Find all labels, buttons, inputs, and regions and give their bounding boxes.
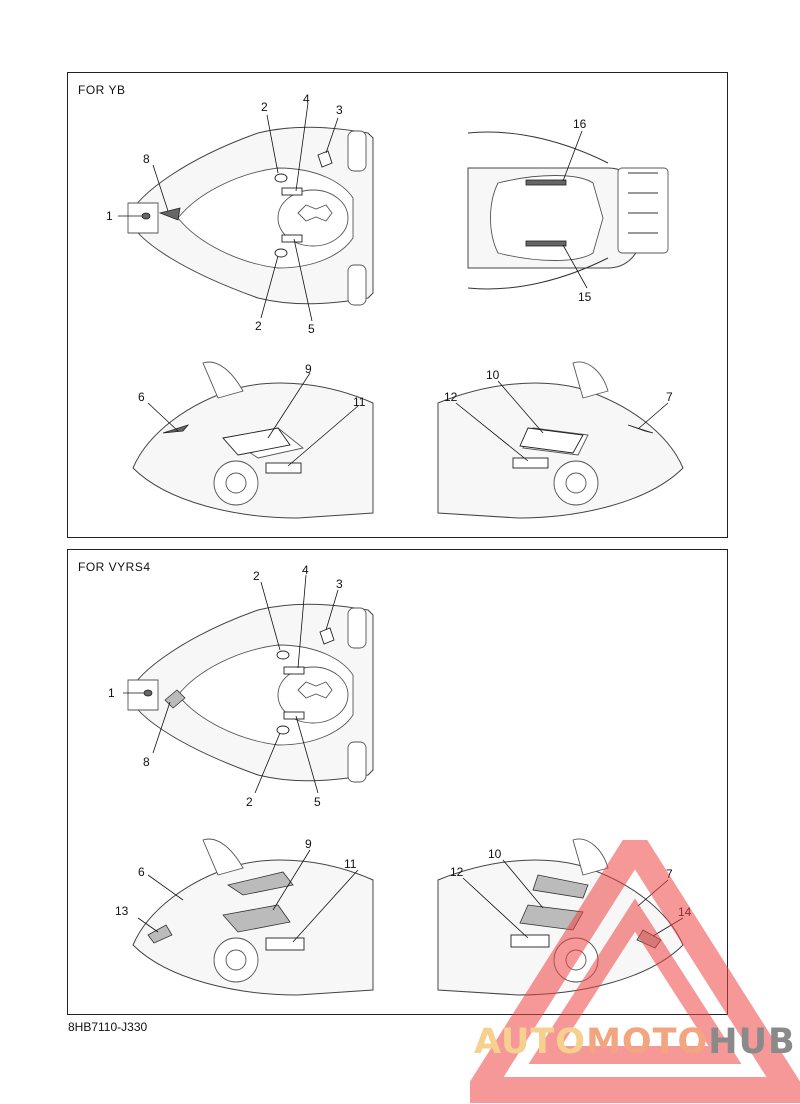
callout-2-top: 2 [261, 100, 268, 114]
callout-10: 10 [486, 368, 500, 382]
callout-6: 6 [138, 390, 145, 404]
callout-11: 11 [344, 857, 357, 871]
callout-3: 3 [336, 103, 343, 117]
callout-12: 12 [444, 390, 458, 404]
callout-7: 7 [666, 390, 673, 404]
document-code: 8HB7110-J330 [68, 1020, 148, 1034]
callout-1: 1 [106, 209, 113, 223]
callout-5: 5 [314, 795, 321, 809]
callout-1: 1 [108, 686, 115, 700]
callout-8: 8 [143, 755, 150, 769]
callout-11: 11 [353, 395, 366, 409]
callout-4: 4 [302, 563, 309, 577]
panel-for-yb [67, 72, 728, 538]
callout-7: 7 [666, 867, 673, 881]
panel-label: FOR YB [78, 83, 126, 97]
callout-15: 15 [578, 290, 592, 304]
side-view-left [133, 362, 373, 518]
side-view-right [438, 362, 683, 518]
callout-16: 16 [573, 117, 587, 131]
callout-2-bottom: 2 [246, 795, 253, 809]
top-view-craft [128, 127, 373, 305]
side-view-left [133, 839, 373, 995]
callout-9: 9 [305, 837, 312, 851]
logo-part-auto: AUTO [474, 1022, 587, 1062]
panel-label: FOR VYRS4 [78, 560, 151, 574]
callout-10: 10 [488, 847, 502, 861]
callout-4: 4 [303, 92, 310, 106]
automotohub-logo [474, 1022, 796, 1062]
rear-view-craft [468, 132, 668, 289]
logo-part-hub: HUB [708, 1022, 796, 1062]
callout-9: 9 [305, 362, 312, 376]
callout-2-top: 2 [253, 569, 260, 583]
callout-12: 12 [450, 865, 464, 879]
callout-13: 13 [115, 904, 129, 918]
logo-part-moto: MOTO [586, 1022, 709, 1062]
automotohub-triangle-icon [470, 840, 800, 1104]
callout-14: 14 [678, 905, 692, 919]
top-view-craft [128, 604, 373, 782]
yb-drawings [68, 73, 729, 539]
callout-3: 3 [336, 577, 343, 591]
callout-6: 6 [138, 865, 145, 879]
callout-8: 8 [143, 152, 150, 166]
callout-5: 5 [308, 322, 315, 336]
callout-2-bottom: 2 [255, 319, 262, 333]
